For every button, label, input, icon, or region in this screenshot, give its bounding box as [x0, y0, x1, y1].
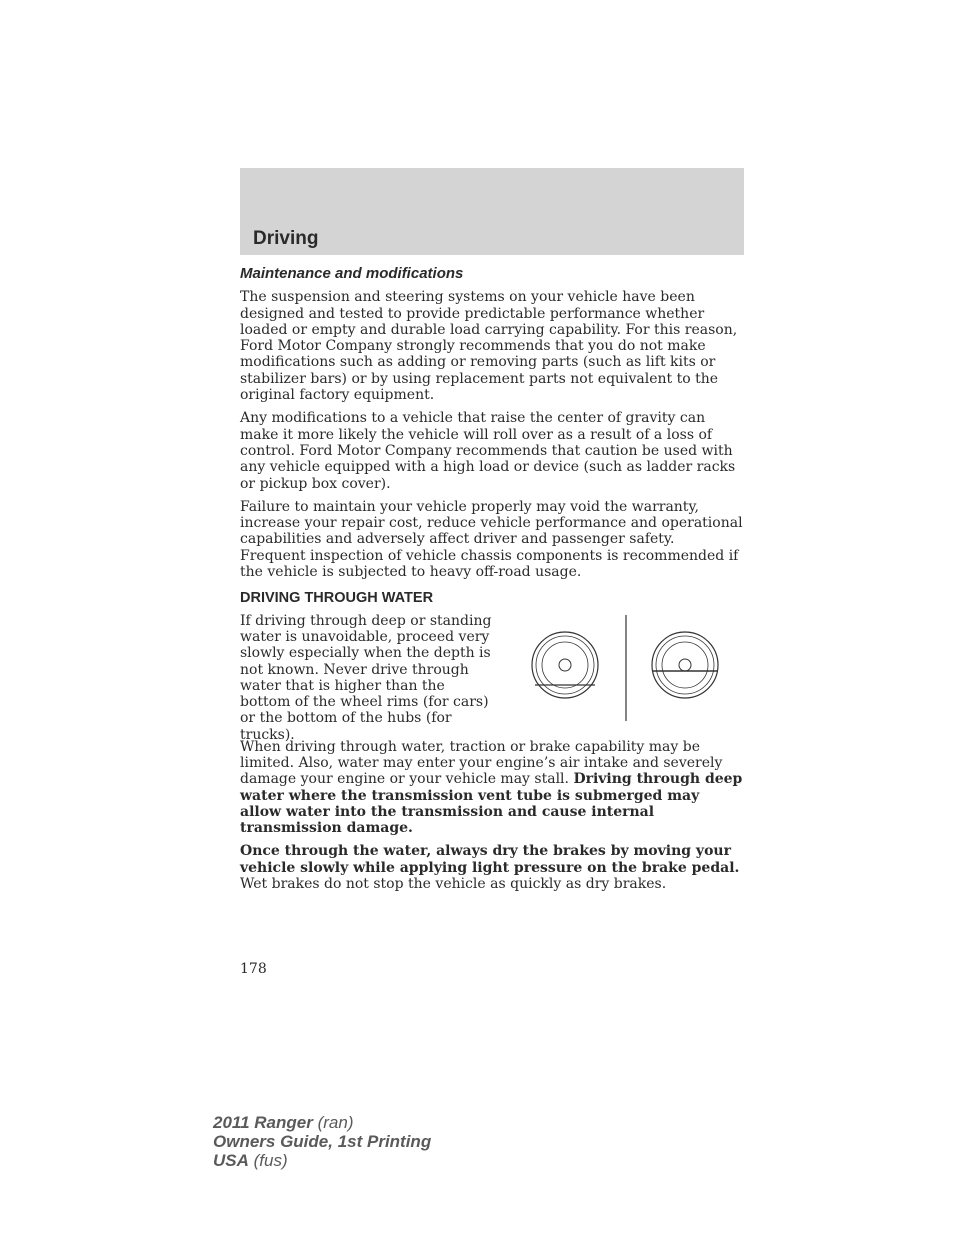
document-footer — [213, 1113, 431, 1170]
wheel-water-level-illustration — [528, 611, 738, 723]
section-title: Driving — [253, 228, 319, 249]
water-p2-bold: Driving through deep water where the transmission vent tube is submerged may allow water into the transmission and cause internal transmission damage. — [240, 771, 743, 837]
maintenance-paragraph-2: Any modifications to a vehicle that raise the center of gravity can make it more likely the vehicle will roll over as a result of a loss of control. Ford Motor Company recommends that caution be used with any vehicle equipped with a high load or device (such as ladder racks or pickup box cover). — [240, 410, 736, 492]
footer-model-code: (ran) — [312, 1113, 354, 1132]
water-intro-paragraph: If driving through deep or standing water is unavoidable, proceed very slowly especially when the depth is not known. Never drive through water that is higher than the bottom of the wheel rims (for cars) or the bottom of the hubs (for trucks). — [240, 612, 492, 743]
water-p3-bold: Once through the water, always dry the brakes by moving your vehicle slowly while applying light pressure on the brake pedal. — [240, 843, 740, 876]
footer-region-code: (fus) — [248, 1151, 288, 1170]
water-intro-block — [240, 612, 744, 743]
maintenance-paragraph-3: Failure to maintain your vehicle properly may void the warranty, increase your repair cost, reduce vehicle performance and operational capabilities and adversely affect driver and passenger safety. Frequent inspection of vehicle chassis components is recommended if the vehicle is subjected to heavy off-road usage. — [240, 498, 743, 581]
maintenance-paragraph-1: The suspension and steering systems on your vehicle have been designed and tested to provide predictable performance whether loaded or empty and durable load carrying capability. For this reason, Ford Motor Company strongly recommends that you do not make modifications such as adding or removing parts (such as lift kits or stabilizer bars) or by using replacement parts not equivalent to the original factory equipment. — [240, 289, 738, 404]
water-paragraph-3 — [240, 843, 744, 892]
footer-model: 2011 Ranger — [213, 1113, 313, 1132]
car-wheel-icon — [532, 632, 598, 698]
water-p3-normal: Wet brakes do not stop the vehicle as quickly as dry brakes. — [240, 876, 667, 893]
footer-region: USA — [213, 1151, 249, 1170]
maintenance-heading: Maintenance and modifications — [240, 265, 464, 282]
page-content — [240, 266, 744, 899]
water-heading: DRIVING THROUGH WATER — [240, 590, 434, 607]
water-p2-normal: When driving through water, traction or brake capability may be limited. Also, water may enter your engine’s air intake and severely damage your engine or your vehicle may stall. — [240, 738, 723, 788]
truck-wheel-icon — [652, 632, 718, 698]
page-number: 178 — [240, 961, 267, 977]
water-paragraph-2 — [240, 739, 744, 837]
footer-guide: Owners Guide, 1st Printing — [213, 1132, 432, 1151]
